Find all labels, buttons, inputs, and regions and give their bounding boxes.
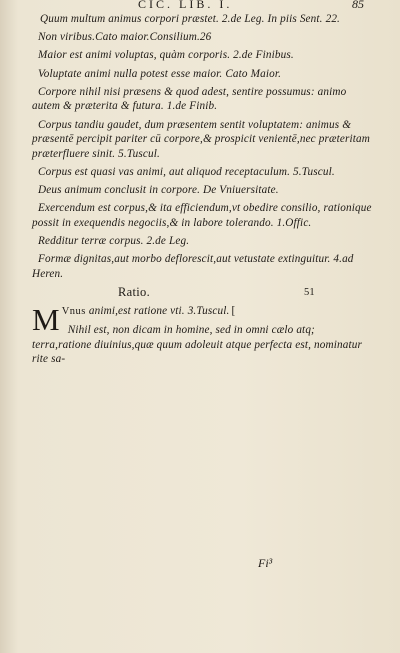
first-entry-text: animi,est ratione vti. 3.Tuscul. [88, 305, 230, 318]
section-heading-row [32, 285, 376, 302]
first-word: Vnus [61, 306, 86, 318]
quotation-entry: Redditur terræ corpus. 2.de Leg. [38, 235, 190, 248]
quotation-entry: Deus animum conclusit in corpore. De Vniuersitate. [38, 184, 279, 197]
quotation-entry: Exercendum est corpus,& ita efficiendum,vt obedire consilio, rationique possit in exequendis negociis,& in labore tolerando. 1.Offic. [32, 202, 372, 229]
quotation-entry: Formæ dignitas,aut morbo deflorescit,aut vetustate extinguitur. 4.ad Heren. [32, 253, 354, 280]
quotation-entry: Nihil est, non dicam in homine, sed in omni cælo atq; terra,ratione diuinius,quæ quum adoleuit atque perfecta est, nominatur rite sa- [32, 324, 362, 366]
section-first-entry [32, 302, 376, 338]
bracket-mark: [ [231, 305, 236, 318]
quotation-entry: Corpore nihil nisi præsens & quod adest, sentire possumus: animo autem & præterita & futura. 1.de Finib. [32, 85, 347, 113]
catchword: Fi³ [258, 556, 273, 570]
quotation-entry: Corpus tandiu gaudet, dum præsentem sentit voluptatem: animus & præsentē percipit pariter cū corpore,& prospicit venientē,nec præteritam præterfluere sinit. 5.Tuscul. [32, 118, 370, 160]
text-block [32, 12, 376, 371]
quotation-entry: Voluptate animi nulla potest esse maior. Cato Maior. [38, 67, 282, 80]
decorated-initial: M [32, 302, 60, 338]
section-heading: Ratio. [118, 285, 151, 300]
section-number: 51 [304, 287, 315, 299]
page-number: 85 [352, 0, 364, 11]
quotation-entry: Quum multum animus corpori præstet. 2.de Leg. In piis Sent. 22. [40, 13, 341, 25]
quotation-entry: Maior est animi voluptas, quàm corporis. 2.de Finibus. [38, 49, 294, 62]
quotation-entry: Corpus est quasi vas animi, aut aliquod receptaculum. 5.Tuscul. [38, 165, 335, 178]
running-title: CIC. LIB. I. [138, 0, 233, 11]
quotation-entry: Non viribus.Cato maior.Consilium.26 [38, 31, 212, 44]
